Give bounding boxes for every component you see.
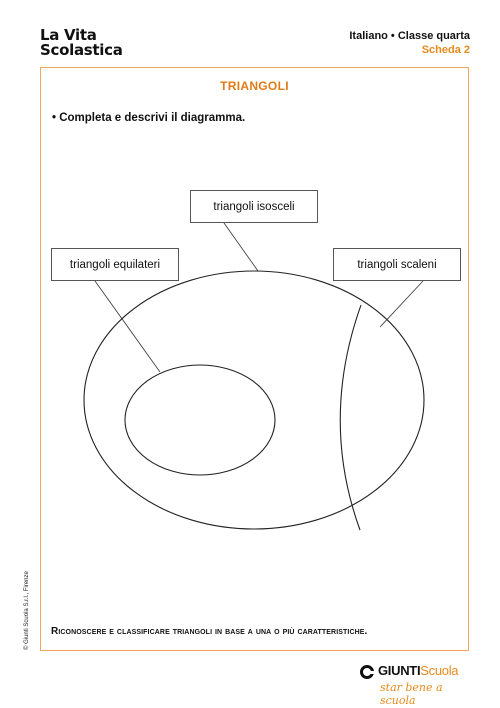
label-equilateral: triangoli equilateri bbox=[51, 248, 179, 281]
instruction-text: • Completa e descrivi il diagramma. bbox=[52, 112, 246, 124]
equilateral-set bbox=[125, 365, 275, 475]
isosceles-set bbox=[84, 271, 424, 529]
subject-class: Italiano • Classe quarta bbox=[349, 30, 470, 42]
worksheet-title: TRIANGOLI bbox=[220, 79, 289, 93]
label-scalene: triangoli scaleni bbox=[333, 248, 461, 281]
brand-tagline: star bene a scuola bbox=[380, 681, 443, 707]
logo-line-2: Scolastica bbox=[40, 41, 123, 59]
scalene-boundary bbox=[340, 305, 361, 530]
brand-name-suffix: Scuola bbox=[420, 663, 459, 678]
sheet-number: Scheda 2 bbox=[421, 44, 470, 56]
connector-equilateral bbox=[95, 281, 160, 372]
brand-name-main: GIUNTI bbox=[378, 663, 421, 678]
connector-isosceles bbox=[224, 223, 258, 271]
brand-name bbox=[378, 663, 458, 678]
giunti-g-icon bbox=[360, 665, 374, 679]
logo-line-1: La Vita bbox=[40, 26, 97, 44]
label-isosceles: triangoli isosceli bbox=[190, 190, 318, 223]
copyright-note: © Giunti Scuola S.r.l., Firenze bbox=[24, 571, 30, 650]
connector-scalene bbox=[380, 281, 423, 327]
learning-objective: Riconoscere e classificare triangoli in base a una o più caratteristiche. bbox=[51, 626, 368, 637]
giunti-scuola-logo bbox=[360, 663, 480, 707]
